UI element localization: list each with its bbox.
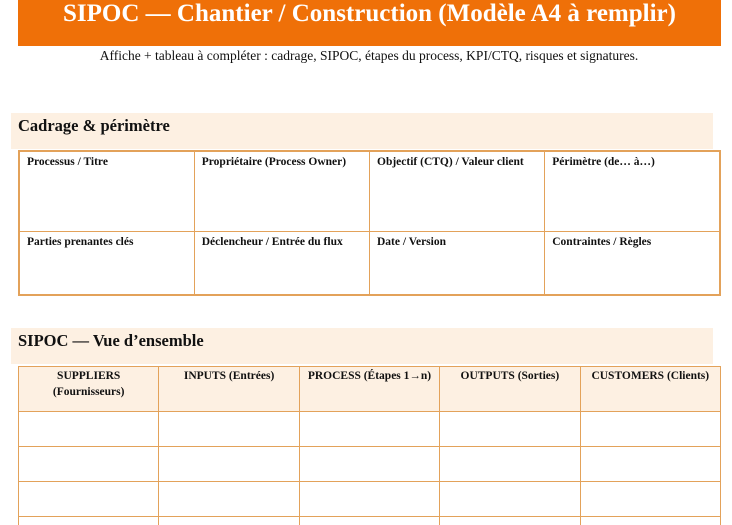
section-heading-cadrage: Cadrage & périmètre [11,113,713,149]
sipoc-cell-process[interactable] [299,447,439,482]
column-header-outputs: OUTPUTS (Sorties) [440,367,580,412]
sipoc-cell-inputs[interactable] [159,447,299,482]
sipoc-cell-inputs[interactable] [159,482,299,517]
sipoc-cell-outputs[interactable] [440,447,580,482]
table-row [19,517,721,525]
table-row [19,447,721,482]
sipoc-cell-inputs[interactable] [159,412,299,447]
sipoc-header-row [19,367,721,412]
sipoc-cell-outputs[interactable] [440,517,580,525]
cadrage-row [19,231,720,295]
field-contraintes[interactable]: Contraintes / Règles [545,231,720,295]
section-heading-sipoc: SIPOC — Vue d’ensemble [11,328,713,364]
field-declencheur[interactable]: Déclencheur / Entrée du flux [194,231,369,295]
sipoc-cell-outputs[interactable] [440,412,580,447]
field-parties-prenantes[interactable]: Parties prenantes clés [19,231,194,295]
field-processus-titre[interactable]: Processus / Titre [19,151,194,231]
sipoc-cell-customers[interactable] [580,482,720,517]
column-header-suppliers: SUPPLIERS (Fournisseurs) [19,367,159,412]
sipoc-table [18,366,721,525]
sipoc-cell-process[interactable] [299,482,439,517]
sipoc-cell-suppliers[interactable] [19,412,159,447]
sipoc-cell-inputs[interactable] [159,517,299,525]
page-subtitle: Affiche + tableau à compléter : cadrage, SIPOC, étapes du process, KPI/CTQ, risques et signatures. [99,48,639,63]
sipoc-cell-process[interactable] [299,517,439,525]
sipoc-cell-suppliers[interactable] [19,482,159,517]
field-date-version[interactable]: Date / Version [370,231,545,295]
column-header-customers: CUSTOMERS (Clients) [580,367,720,412]
cadrage-table [18,150,721,296]
sipoc-cell-outputs[interactable] [440,482,580,517]
page-title: SIPOC — Chantier / Construction (Modèle A4 à remplir) [18,0,721,46]
sipoc-cell-process[interactable] [299,412,439,447]
table-row [19,412,721,447]
sipoc-cell-customers[interactable] [580,517,720,525]
table-row [19,482,721,517]
sipoc-cell-customers[interactable] [580,412,720,447]
column-header-inputs: INPUTS (Entrées) [159,367,299,412]
field-perimetre[interactable]: Périmètre (de… à…) [545,151,720,231]
field-objectif-ctq[interactable]: Objectif (CTQ) / Valeur client [370,151,545,231]
cadrage-row [19,151,720,231]
column-header-process: PROCESS (Étapes 1→n) [299,367,439,412]
field-proprietaire[interactable]: Propriétaire (Process Owner) [194,151,369,231]
sipoc-cell-suppliers[interactable] [19,517,159,525]
sipoc-cell-suppliers[interactable] [19,447,159,482]
sipoc-cell-customers[interactable] [580,447,720,482]
